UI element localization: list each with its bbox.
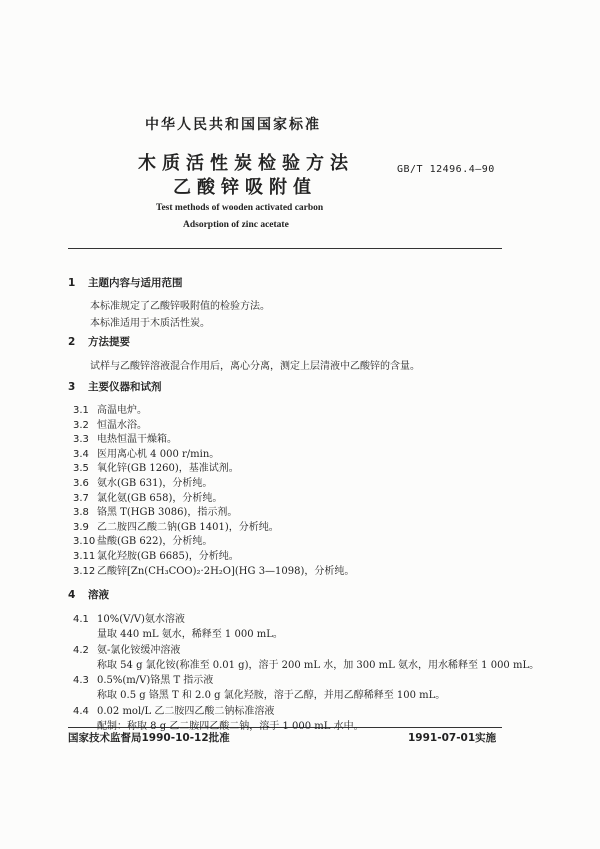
solution-detail — [97, 625, 283, 640]
english-title-2: Adsorption of zinc acetate — [183, 220, 289, 230]
item-text: 0.02 mol/L 乙二胺四乙酸二钠标准溶液 — [97, 705, 275, 717]
title-line-2: 乙酸锌吸附值 — [173, 177, 317, 198]
list-item — [73, 532, 212, 547]
item-text: 氨水(GB 631)，分析纯。 — [97, 478, 213, 489]
effective-date: 1991-07-01实施 — [408, 732, 497, 744]
item-text: 氯化氨(GB 658)，分析纯。 — [97, 492, 223, 504]
solution-item — [73, 610, 185, 625]
solution-item — [73, 702, 274, 717]
list-item — [73, 489, 222, 504]
section-title: 溶液 — [88, 589, 109, 601]
section-number: 4 — [68, 589, 76, 601]
item-number: 4.2 — [73, 644, 89, 656]
section-3-heading — [68, 379, 162, 394]
item-number: 3.1 — [73, 405, 89, 416]
item-number: 3.10 — [73, 536, 96, 548]
item-text: 氧化锌(GB 1260)，基准试剂。 — [97, 463, 239, 475]
list-item — [73, 547, 239, 562]
item-text: 医用离心机 4 000 r/min。 — [97, 448, 220, 460]
item-text: 0.5%(m/V)铬黑 T 指示液 — [97, 675, 214, 686]
list-item — [73, 474, 212, 489]
section-2-heading — [68, 334, 130, 349]
section-1-heading — [68, 275, 183, 290]
item-text: 氯化羟胺(GB 6685)，分析纯。 — [97, 551, 239, 562]
list-item — [73, 459, 239, 474]
item-number: 4.1 — [73, 614, 89, 625]
item-number: 3.7 — [73, 492, 89, 504]
section-number: 1 — [68, 277, 76, 289]
item-text: 高温电炉。 — [97, 405, 147, 416]
item-text: 恒温水浴。 — [97, 419, 147, 431]
item-text: 铬黑 T(HGB 3086)，指示剂。 — [97, 507, 238, 519]
title-line-1: 木质活性炭检验方法 — [138, 153, 354, 174]
standard-code: GB/T 12496.4—90 — [397, 164, 495, 175]
section-title: 主要仪器和试剂 — [88, 381, 162, 393]
item-number: 3.2 — [73, 419, 89, 431]
list-item — [73, 416, 147, 431]
item-number: 3.11 — [73, 551, 96, 562]
paragraph: 本标准规定了乙酸锌吸附值的检验方法。 — [90, 301, 270, 312]
item-number: 3.4 — [73, 448, 89, 460]
item-text: 称取 54 g 氯化铵(称准至 0.01 g)，溶于 200 mL 水，加 300 mL 氨水，用水稀释至 1 000 mL。 — [97, 659, 540, 671]
solution-detail — [97, 656, 539, 671]
solution-item — [73, 641, 180, 656]
item-number: 3.6 — [73, 478, 89, 489]
item-text: 盐酸(GB 622)，分析纯。 — [97, 536, 213, 548]
item-number: 3.8 — [73, 507, 89, 519]
solution-item — [73, 671, 213, 686]
item-text: 10%(V/V)氨水溶液 — [97, 614, 185, 625]
list-item — [73, 401, 147, 416]
list-item — [73, 518, 279, 533]
approval-date: 国家技术监督局1990-10-12批准 — [68, 732, 230, 744]
section-title: 方法提要 — [88, 336, 130, 348]
item-text: 称取 0.5 g 铬黑 T 和 2.0 g 氯化羟胺，溶于乙醇，并用乙醇稀释至 100 mL。 — [97, 690, 446, 701]
section-number: 3 — [68, 381, 76, 393]
list-item — [73, 562, 354, 577]
item-number: 3.12 — [73, 565, 96, 577]
item-number: 3.9 — [73, 521, 89, 533]
item-number: 4.3 — [73, 675, 89, 686]
item-number: 3.5 — [73, 463, 89, 475]
item-text: 配制：称取 8 g 乙二胺四乙酸二钠，溶于 1 000 mL 水中。 — [97, 720, 364, 732]
item-text: 电热恒温干燥箱。 — [97, 434, 177, 446]
list-item — [73, 503, 237, 518]
header-rule — [68, 248, 502, 249]
item-text: 氨-氯化铵缓冲溶液 — [97, 644, 181, 656]
national-standard-heading: 中华人民共和国国家标准 — [145, 117, 321, 133]
item-number: 4.4 — [73, 705, 89, 717]
list-item — [73, 445, 219, 460]
item-text: 乙酸锌[Zn(CH₃COO)₂·2H₂O](HG 3—1098)，分析纯。 — [97, 565, 355, 577]
item-number: 3.3 — [73, 434, 89, 446]
item-text: 量取 440 mL 氨水，稀释至 1 000 mL。 — [97, 629, 283, 640]
section-title: 主题内容与适用范围 — [88, 277, 183, 289]
solution-detail — [97, 717, 364, 732]
item-text: 乙二胺四乙酸二钠(GB 1401)，分析纯。 — [97, 521, 279, 533]
paragraph: 本标准适用于木质活性炭。 — [90, 318, 210, 329]
english-title-1: Test methods of wooden activated carbon — [156, 203, 324, 213]
solution-detail — [97, 686, 445, 701]
section-4-heading — [68, 587, 109, 602]
paragraph: 试样与乙酸锌溶液混合作用后，离心分离，测定上层清液中乙酸锌的含量。 — [90, 361, 420, 372]
list-item — [73, 430, 177, 445]
section-number: 2 — [68, 336, 76, 348]
